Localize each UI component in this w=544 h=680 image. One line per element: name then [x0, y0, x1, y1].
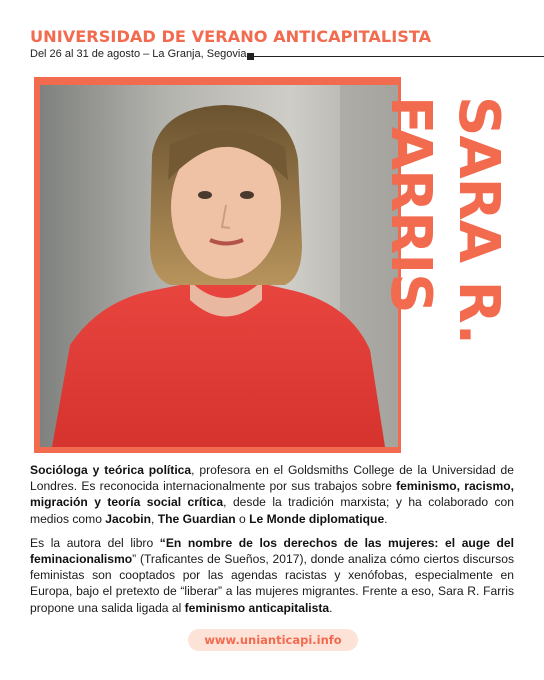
website-link[interactable]: www.unianticapi.info	[188, 629, 358, 651]
event-dates-location: Del 26 al 31 de agosto – La Granja, Segovia	[30, 48, 247, 60]
speaker-bio	[30, 462, 514, 624]
portrait-illustration	[40, 85, 398, 447]
speaker-photo	[40, 85, 398, 447]
bio-text: , profesora en el Goldsmiths College de la Universidad de Londres. Es reconocida internacionalmente por sus trabajos sobre	[30, 463, 514, 494]
event-title: UNIVERSIDAD DE VERANO ANTICAPITALISTA	[30, 27, 432, 46]
bio-text: ,	[150, 511, 158, 526]
bio-text: Socióloga y teórica política	[30, 463, 192, 477]
speaker-last-name: FARRIS	[378, 96, 443, 313]
bio-text: Es la autora del libro	[30, 535, 160, 550]
bio-text: ” (Traficantes de Sueños, 2017), donde analiza cómo ciertos discursos feministas son cooptados por las agendas racistas y xenófobas, especialmente en Europa, bajo el pretexto de “liberar” a las mujeres migrantes. Frente a eso, Sara R. Farris propone una salida ligada al	[30, 552, 514, 615]
bio-text: .	[384, 511, 388, 526]
bio-text: Le Monde diplomatique	[249, 511, 385, 526]
bio-text: The Guardian	[157, 511, 236, 526]
bio-text: Jacobin	[105, 511, 151, 526]
bio-text: .	[329, 600, 333, 615]
bio-text: “En nombre de los derechos de las mujeres: el auge del feminacionalismo	[30, 535, 514, 567]
bio-paragraph-1	[30, 462, 514, 527]
bio-text: o	[235, 511, 250, 526]
bio-text: feminismo, racismo, migración y teoría social crítica	[30, 479, 514, 510]
speaker-first-name: SARA R.	[446, 96, 511, 345]
bio-paragraph-2	[30, 535, 514, 616]
bio-text: feminismo anticapitalista	[184, 600, 330, 615]
bio-text: , desde la tradición marxista; y ha colaborado con medios como	[30, 495, 514, 526]
divider-line	[247, 56, 544, 57]
